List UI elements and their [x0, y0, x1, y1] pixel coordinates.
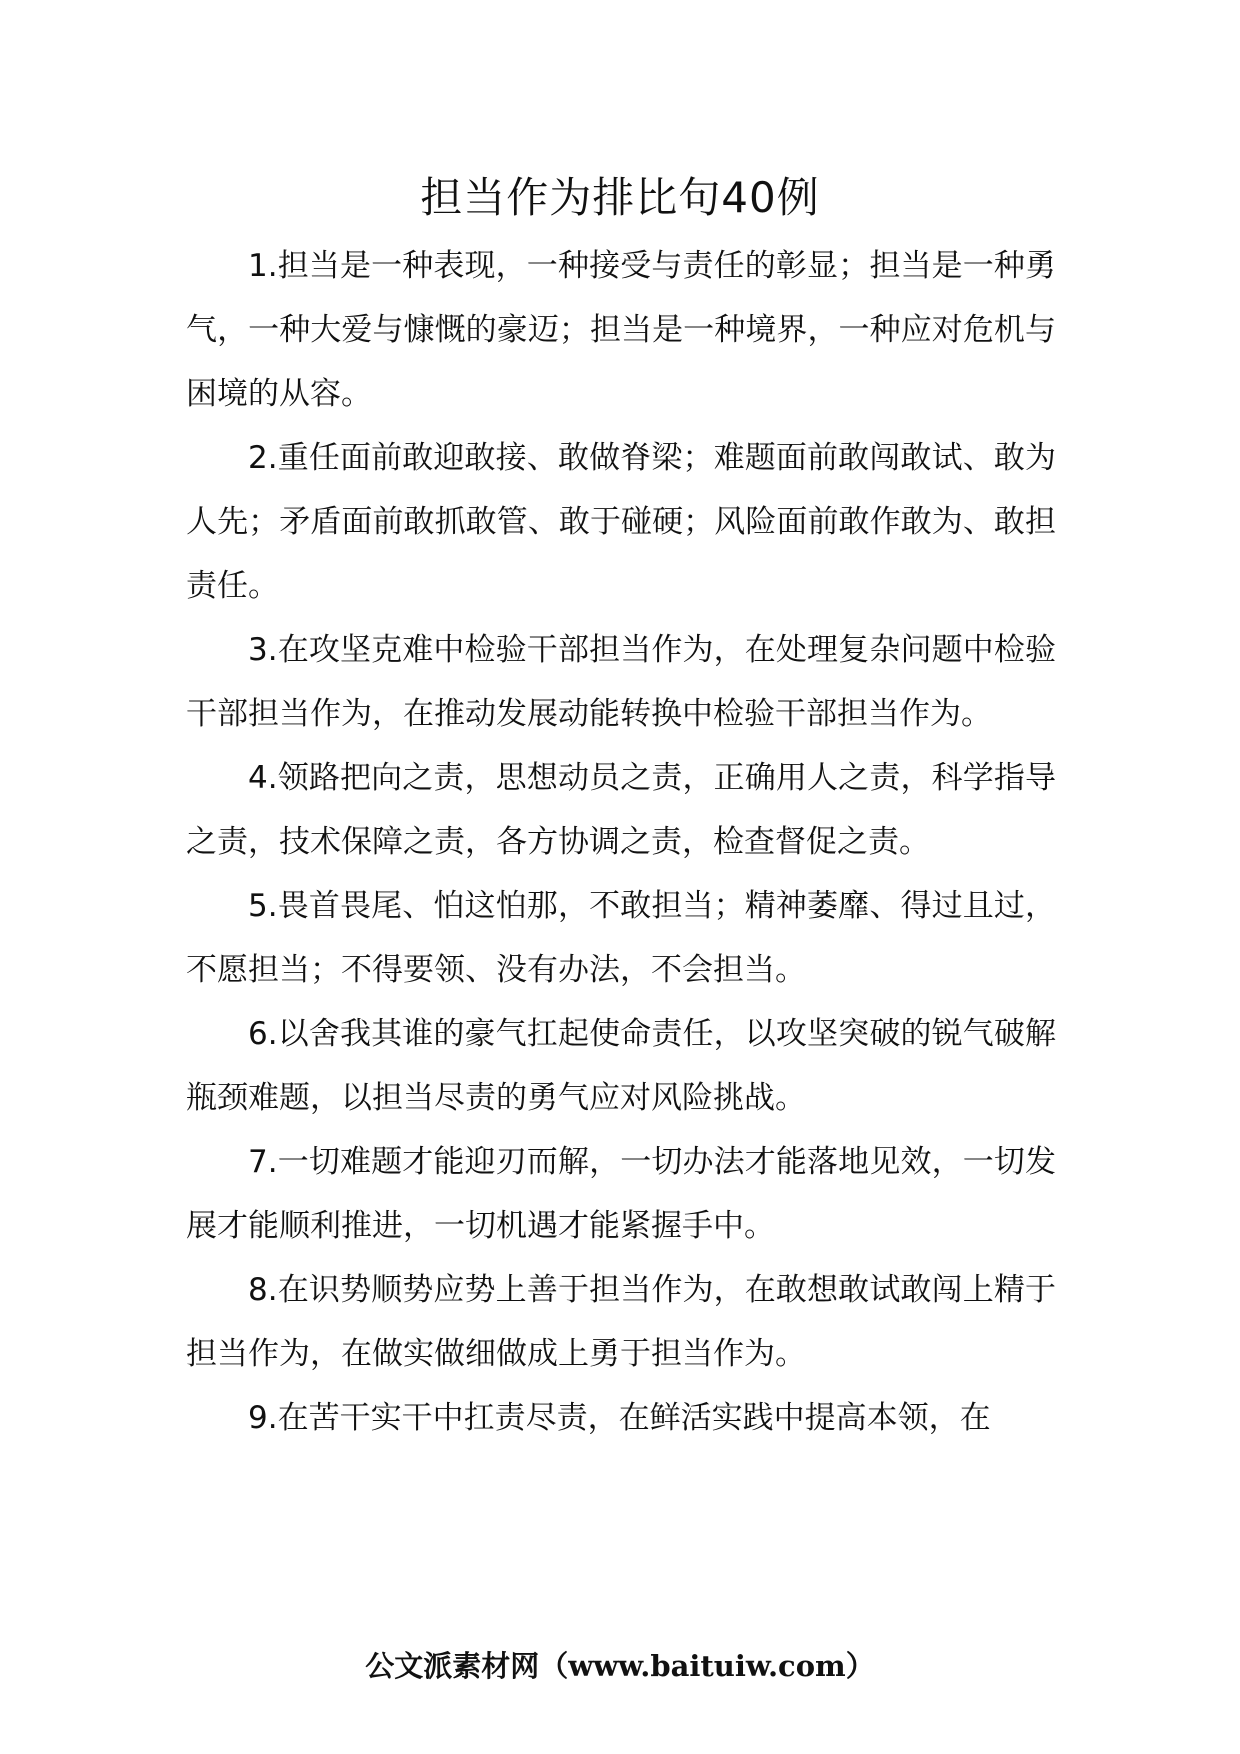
- list-item: 5.畏首畏尾、怕这怕那，不敢担当；精神萎靡、得过且过，不愿担当；不得要领、没有办法，不会担当。: [186, 888, 1056, 988]
- list-item: 1.担当是一种表现，一种接受与责任的彰显；担当是一种勇气，一种大爱与慷慨的豪迈；担当是一种境界，一种应对危机与困境的从容。: [186, 248, 1056, 412]
- list-item: 9.在苦干实干中扛责尽责，在鲜活实践中提高本领，在: [248, 1400, 991, 1436]
- list-item: 2.重任面前敢迎敢接、敢做脊梁；难题面前敢闯敢试、敢为人先；矛盾面前敢抓敢管、敢于碰硬；风险面前敢作敢为、敢担责任。: [186, 440, 1056, 604]
- list-item: 8.在识势顺势应势上善于担当作为，在敢想敢试敢闯上精于担当作为，在做实做细做成上勇于担当作为。: [186, 1272, 1056, 1372]
- document-body: [186, 234, 1056, 1450]
- list-item: 6.以舍我其谁的豪气扛起使命责任，以攻坚突破的锐气破解瓶颈难题，以担当尽责的勇气应对风险挑战。: [186, 1016, 1056, 1116]
- list-item: 7.一切难题才能迎刃而解，一切办法才能落地见效，一切发展才能顺利推进，一切机遇才能紧握手中。: [186, 1144, 1056, 1244]
- page-title: 担当作为排比句40例: [420, 173, 820, 222]
- page-footer: 公文派素材网（www.baituiw.com）: [365, 1649, 875, 1683]
- list-item: 3.在攻坚克难中检验干部担当作为，在处理复杂问题中检验干部担当作为，在推动发展动能转换中检验干部担当作为。: [186, 632, 1056, 732]
- list-item: 4.领路把向之责，思想动员之责，正确用人之责，科学指导之责，技术保障之责，各方协调之责，检查督促之责。: [186, 760, 1056, 860]
